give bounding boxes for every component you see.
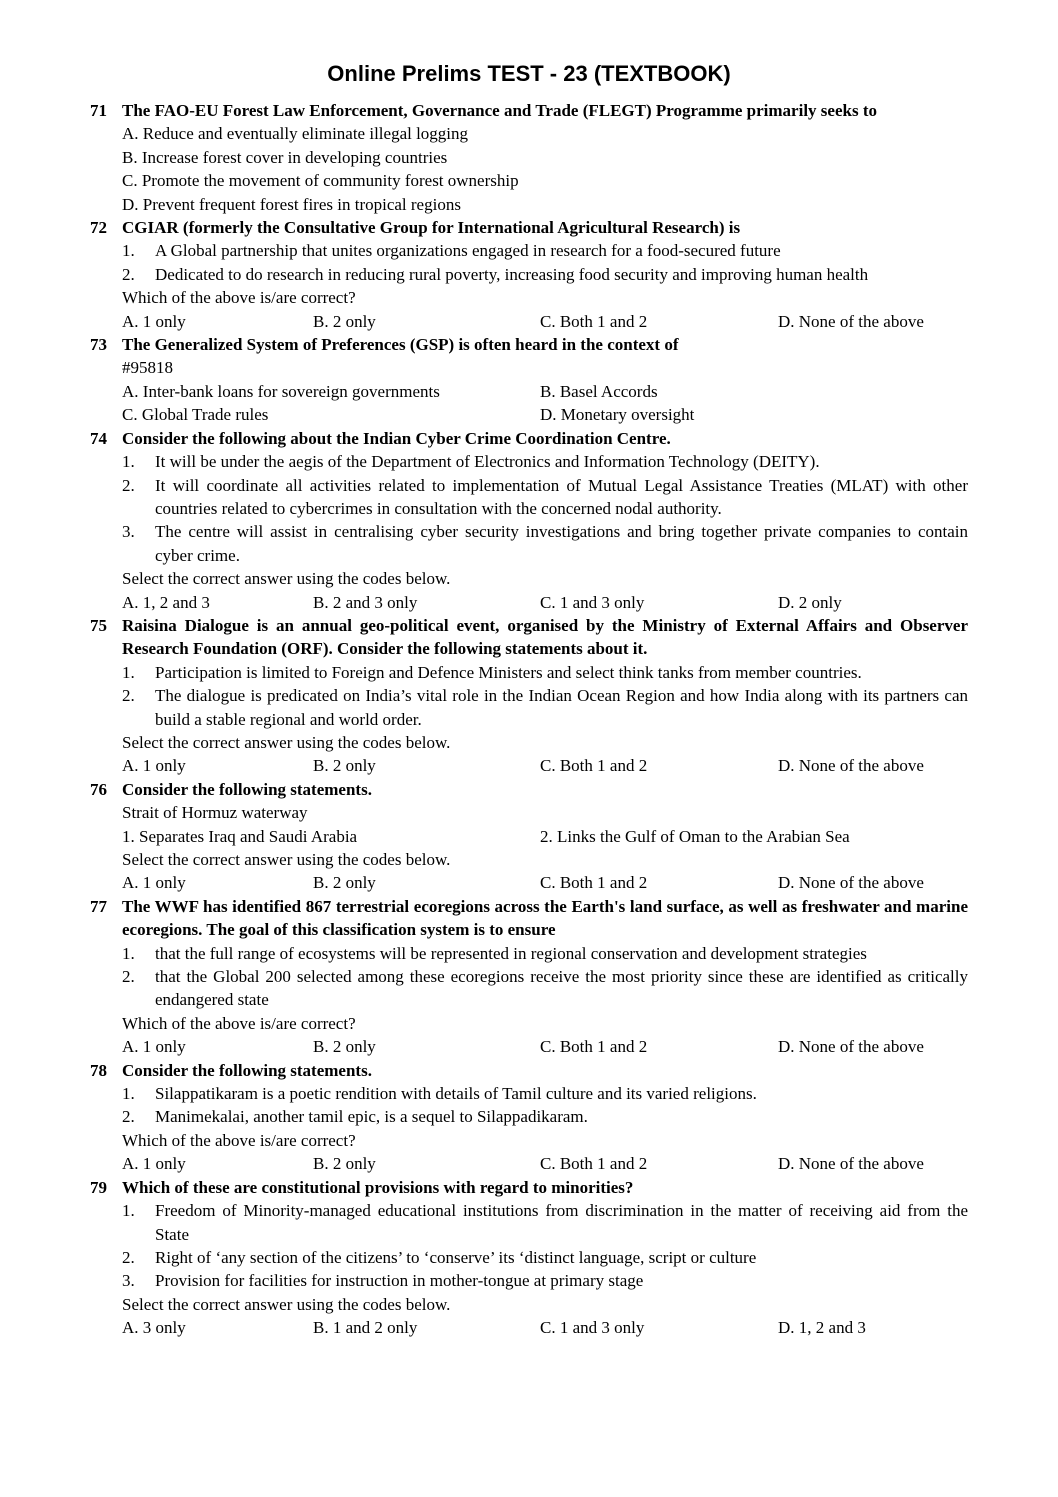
option-b: B. 2 only [313, 1037, 376, 1057]
statement-text: A Global partnership that unites organizations engaged in research for a food-secured future [155, 241, 781, 261]
question-line: Select the correct answer using the codes below. [122, 1294, 451, 1314]
statement-1 [122, 239, 968, 262]
option-d: D. None of the above [778, 1037, 924, 1057]
statement-marker: 2. [122, 1107, 135, 1127]
question-text: Which of these are constitutional provisions with regard to minorities? [122, 1177, 634, 1197]
option-d: D. None of the above [778, 756, 924, 776]
statement-1 [122, 450, 968, 473]
option-a: A. 1 only [122, 311, 186, 331]
question-body [122, 427, 968, 614]
question-text: CGIAR (formerly the Consultative Group for International Agricultural Research) is [122, 218, 741, 238]
question-text: Raisina Dialogue is an annual geo-political event, organised by the Ministry of External Affairs and Observer Research Foundation (ORF). Consider the following statements about it. [122, 615, 968, 659]
question-76 [90, 778, 968, 895]
options-row [122, 310, 968, 333]
option-1: 1. Separates Iraq and Saudi Arabia [122, 826, 358, 846]
question-79 [90, 1176, 968, 1340]
question-number: 76 [90, 779, 107, 799]
statement-2 [122, 965, 968, 1012]
question-73 [90, 333, 968, 427]
statement-text: Participation is limited to Foreign and Defence Ministers and select think tanks from member countries. [155, 662, 862, 682]
question-body [122, 1059, 968, 1176]
option-d: D. 2 only [778, 592, 842, 612]
statement-3 [122, 520, 968, 567]
page-title: Online Prelims TEST - 23 (TEXTBOOK) [327, 61, 731, 86]
statement-1 [122, 942, 968, 965]
option-a: A. 1 only [122, 1037, 186, 1057]
options-row [122, 403, 968, 426]
statement-marker: 2. [122, 967, 135, 987]
question-line: Strait of Hormuz waterway [122, 803, 308, 823]
question-number: 74 [90, 428, 107, 448]
statement-3 [122, 1269, 968, 1292]
question-77 [90, 895, 968, 1059]
question-number: 71 [90, 101, 107, 120]
question-line: Which of the above is/are correct? [122, 288, 356, 308]
statement-text: The dialogue is predicated on India’s vital role in the Indian Ocean Region and how India along with its partners can build a stable regional and world order. [155, 686, 968, 729]
question-body [122, 1176, 968, 1340]
option-c: C. 1 and 3 only [540, 1318, 645, 1338]
question-body [122, 216, 968, 333]
options-row [122, 871, 968, 894]
question-number: 72 [90, 218, 107, 238]
option-b: B. 2 only [313, 756, 376, 776]
statement-text: It will coordinate all activities related to implementation of Mutual Legal Assistance Treaties (MLAT) with other countries related to cybercrimes in consultation with the concerned nodal authority. [155, 475, 968, 518]
option-d: D. None of the above [778, 1154, 924, 1174]
options-row [122, 825, 968, 848]
statement-1 [122, 1199, 968, 1246]
question-71 [90, 99, 968, 216]
statement-text: It will be under the aegis of the Department of Electronics and Information Technology (DEITY). [155, 452, 820, 472]
option-a: A. 1 only [122, 1154, 186, 1174]
questions-list [90, 99, 968, 1340]
question-line: Select the correct answer using the codes below. [122, 850, 451, 869]
options-row [122, 591, 968, 614]
question-line: #95818 [122, 358, 173, 378]
statement-2 [122, 684, 968, 731]
option-b: B. 2 only [313, 1154, 376, 1174]
statement-2 [122, 1246, 968, 1269]
question-line: Select the correct answer using the codes below. [122, 732, 451, 752]
statement-2 [122, 474, 968, 521]
option-b: B. Basel Accords [540, 381, 658, 401]
option-a: A. 1, 2 and 3 [122, 592, 210, 612]
options-row [122, 1152, 968, 1175]
question-text: Consider the following about the Indian Cyber Crime Coordination Centre. [122, 428, 671, 448]
option-c: C. Promote the movement of community forest ownership [122, 171, 519, 191]
statement-2 [122, 263, 968, 286]
question-72 [90, 216, 968, 333]
statement-marker: 1. [122, 1201, 135, 1221]
option-a: A. 1 only [122, 756, 186, 776]
option-d: D. None of the above [778, 873, 924, 893]
option-c: C. Both 1 and 2 [540, 756, 648, 776]
question-line: Select the correct answer using the codes below. [122, 569, 451, 589]
statement-marker: 1. [122, 241, 135, 261]
statement-marker: 1. [122, 662, 135, 682]
option-d: D. None of the above [778, 311, 924, 331]
statement-text: Silappatikaram is a poetic rendition with details of Tamil culture and its varied religions. [155, 1084, 757, 1104]
question-78 [90, 1059, 968, 1176]
option-c: C. Both 1 and 2 [540, 873, 648, 893]
statement-text: Dedicated to do research in reducing rural poverty, increasing food security and improving human health [155, 264, 869, 284]
statement-text: that the full range of ecosystems will be represented in regional conservation and development strategies [155, 943, 867, 963]
option-a: A. Inter-bank loans for sovereign governments [122, 381, 440, 401]
question-text: The Generalized System of Preferences (GSP) is often heard in the context of [122, 335, 679, 355]
question-text: The WWF has identified 867 terrestrial ecoregions across the Earth's land surface, as well as freshwater and marine ecoregions. The goal of this classification system is to ensure [122, 896, 968, 940]
question-number: 73 [90, 335, 107, 355]
question-74 [90, 427, 968, 614]
option-a: A. Reduce and eventually eliminate illegal logging [122, 124, 469, 144]
statement-marker: 1. [122, 452, 135, 472]
option-c: C. 1 and 3 only [540, 592, 645, 612]
statement-text: The centre will assist in centralising cyber security investigations and bring together private companies to contain cyber crime. [155, 522, 968, 565]
statement-1 [122, 1082, 968, 1105]
question-text: Consider the following statements. [122, 779, 372, 799]
statement-1 [122, 661, 968, 684]
question-text: Consider the following statements. [122, 1060, 372, 1080]
options-row [122, 1035, 968, 1058]
option-b: B. 2 only [313, 311, 376, 331]
question-body [122, 895, 968, 1059]
question-body [122, 99, 968, 216]
statement-text: Right of ‘any section of the citizens’ to ‘conserve’ its ‘distinct language, script or culture [155, 1247, 757, 1267]
option-c: C. Both 1 and 2 [540, 311, 648, 331]
option-a: A. 3 only [122, 1318, 186, 1338]
question-line: Which of the above is/are correct? [122, 1013, 356, 1033]
option-d: D. 1, 2 and 3 [778, 1318, 866, 1338]
option-d: D. Prevent frequent forest fires in tropical regions [122, 194, 461, 214]
statement-marker: 2. [122, 686, 135, 706]
options-row [122, 754, 968, 777]
question-number: 77 [90, 896, 107, 916]
option-b: B. 1 and 2 only [313, 1318, 418, 1338]
statement-text: Provision for facilities for instruction in mother-tongue at primary stage [155, 1271, 644, 1291]
statement-marker: 2. [122, 1247, 135, 1267]
question-body [122, 614, 968, 778]
statement-marker: 2. [122, 264, 135, 284]
statement-text: Freedom of Minority-managed educational institutions from discrimination in the matter of receiving aid from the State [155, 1201, 968, 1244]
options-row [122, 380, 968, 403]
option-d: D. Monetary oversight [540, 405, 695, 425]
question-body [122, 333, 968, 427]
option-c: C. Both 1 and 2 [540, 1037, 648, 1057]
question-line: Which of the above is/are correct? [122, 1130, 356, 1150]
statement-marker: 3. [122, 1271, 135, 1291]
option-2: 2. Links the Gulf of Oman to the Arabian Sea [540, 826, 850, 846]
question-text: The FAO-EU Forest Law Enforcement, Governance and Trade (FLEGT) Programme primarily seeks to [122, 101, 877, 120]
question-75 [90, 614, 968, 778]
statement-marker: 1. [122, 1084, 135, 1104]
statement-text: Manimekalai, another tamil epic, is a sequel to Silappadikaram. [155, 1107, 588, 1127]
statement-text: that the Global 200 selected among these ecoregions receive the most priority since these are identified as critically endangered state [155, 967, 968, 1010]
statement-marker: 1. [122, 943, 135, 963]
option-b: B. 2 only [313, 873, 376, 893]
option-a: A. 1 only [122, 873, 186, 893]
options-row [122, 1316, 968, 1339]
statement-marker: 3. [122, 522, 135, 542]
option-b: B. Increase forest cover in developing countries [122, 147, 448, 167]
option-c: C. Both 1 and 2 [540, 1154, 648, 1174]
question-number: 79 [90, 1177, 107, 1197]
statement-marker: 2. [122, 475, 135, 495]
option-b: B. 2 and 3 only [313, 592, 418, 612]
question-body [122, 778, 968, 895]
option-c: C. Global Trade rules [122, 405, 269, 425]
question-number: 78 [90, 1060, 107, 1080]
statement-2 [122, 1105, 968, 1128]
question-number: 75 [90, 615, 107, 635]
